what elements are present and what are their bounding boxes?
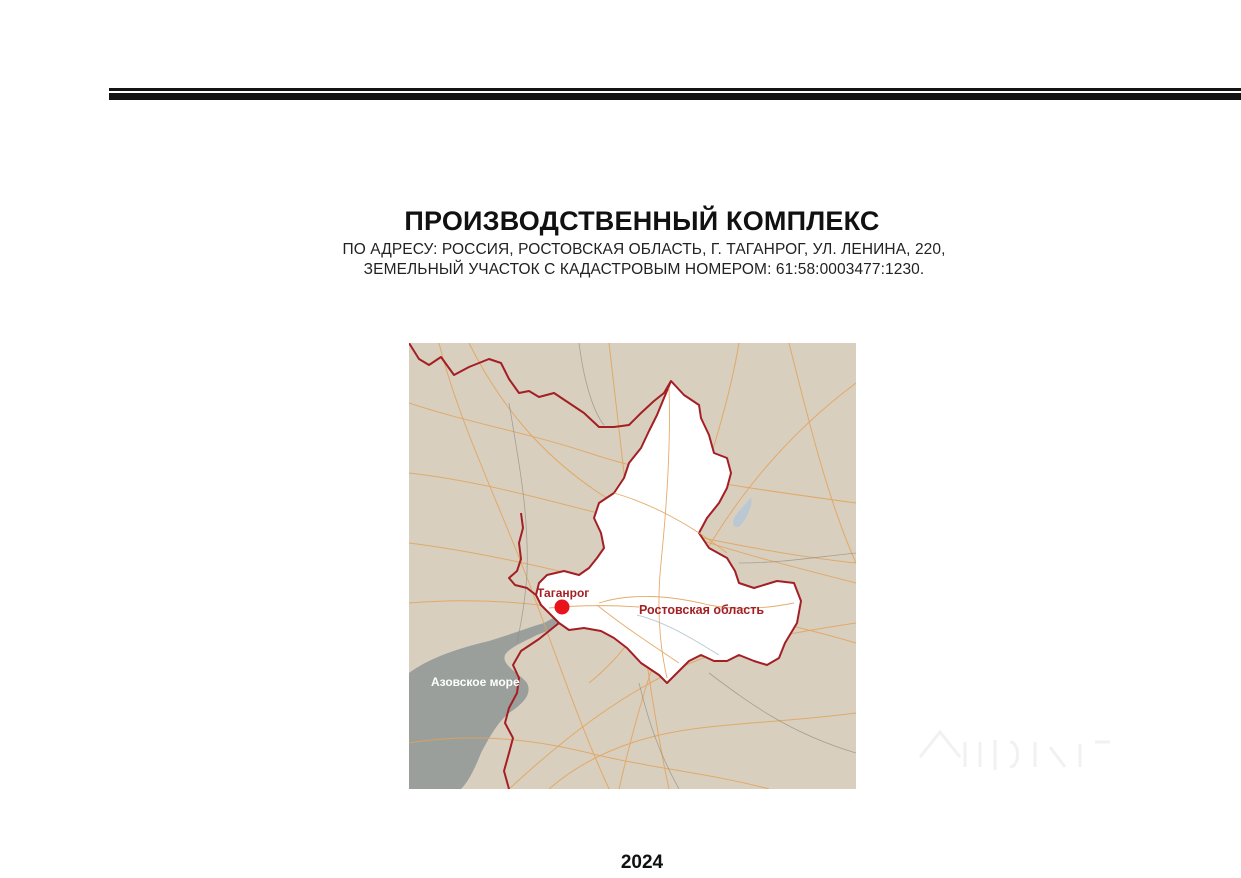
region-label: Ростовская область: [639, 603, 765, 617]
cadastral-line: ЗЕМЕЛЬНЫЙ УЧАСТОК С КАДАСТРОВЫМ НОМЕРОМ: 61:58:0003477:1230.: [363, 261, 925, 278]
sea-label: Азовское море: [431, 675, 520, 689]
document-year: 2024: [620, 852, 664, 873]
watermark-logo-icon: [910, 712, 1120, 782]
document-title: ПРОИЗВОДСТВЕННЫЙ КОМПЛЕКС: [404, 206, 880, 236]
city-label: Таганрог: [537, 586, 590, 600]
location-dot-icon: [555, 600, 570, 615]
header-rule-thin: [109, 88, 1241, 91]
address-line: ПО АДРЕСУ: РОССИЯ, РОСТОВСКАЯ ОБЛАСТЬ, Г. ТАГАНРОГ, УЛ. ЛЕНИНА, 220,: [342, 241, 946, 258]
header-rule-thick: [109, 93, 1241, 100]
region-map: [409, 343, 856, 789]
